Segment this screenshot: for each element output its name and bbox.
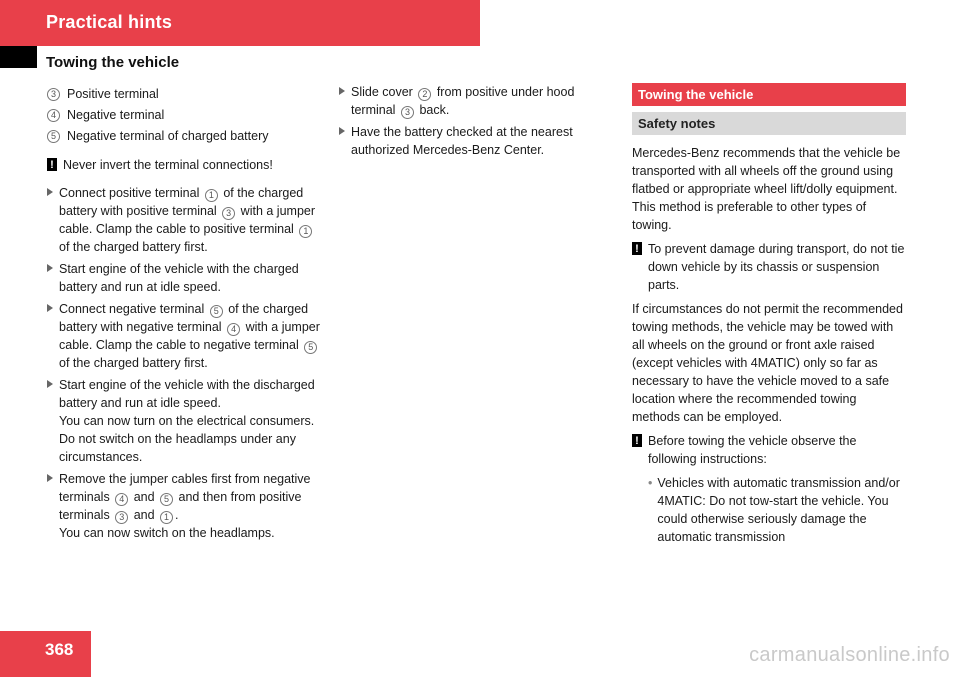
step-text: Have the battery checked at the nearest authorized Mercedes-Benz Center. (351, 125, 573, 157)
bullet-item (632, 474, 906, 546)
legend-label: Positive terminal (67, 87, 159, 101)
paragraph: If circumstances do not permit the recommended towing methods, the vehicle may be towed with all wheels on the ground or front axle raised (except vehicles with 4MATIC) only so far as necessary to have the vehicle moved to a safe location where the recommended towing methods can be employed. (632, 302, 903, 424)
legend-label: Negative terminal of charged battery (67, 129, 269, 143)
page-number: 368 (45, 640, 74, 659)
section-title: Practical hints (46, 12, 173, 32)
instruction-step (339, 123, 605, 159)
step-text: Remove the jumper cables first from negative terminals 4 and 5 and then from positive terminals 3 and 1 . You can now switch on the headlamps. (59, 472, 311, 540)
bullet-text: Vehicles with automatic transmission and/or 4MATIC: Do not tow-start the vehicle. You could otherwise seriously damage the automatic transmission (657, 476, 900, 544)
legend-item (47, 106, 325, 124)
callout-number: 5 (304, 341, 317, 354)
warning-text: To prevent damage during transport, do not tie down vehicle by its chassis or suspension parts. (648, 242, 905, 292)
step-arrow-icon (47, 380, 53, 388)
callout-number: 1 (299, 225, 312, 238)
section-heading-bar: Towing the vehicle (632, 83, 906, 106)
step-text: Slide cover 2 from positive under hood terminal 3 back. (351, 85, 575, 117)
step-arrow-icon (339, 127, 345, 135)
callout-number: 4 (227, 323, 240, 336)
legend-item (47, 85, 325, 103)
instruction-step (47, 184, 325, 256)
callout-number: 5 (210, 305, 223, 318)
paragraph: Mercedes-Benz recommends that the vehicle be transported with all wheels off the ground using flatbed or appropriate wheel lift/dolly equipment. This method is preferable to other types of towing. (632, 146, 901, 232)
instruction-step (47, 300, 325, 372)
instruction-step (339, 83, 605, 119)
middle-column (339, 83, 605, 163)
instruction-step (47, 260, 325, 296)
step-text: Start engine of the vehicle with the discharged battery and run at idle speed. You can now turn on the electrical consumers. Do not switch on the headlamps under any circumstances. (59, 378, 315, 464)
subsection-title: Towing the vehicle (46, 54, 180, 71)
warning-icon: ! (47, 158, 57, 171)
step-arrow-icon (47, 264, 53, 272)
step-arrow-icon (339, 87, 345, 95)
callout-number: 4 (115, 493, 128, 506)
left-column (47, 85, 325, 546)
legend-item (47, 127, 325, 145)
step-text: Connect negative terminal 5 of the charged battery with negative terminal 4 with a jumper cable. Clamp the cable to negative terminal 5 of the charged battery first. (59, 302, 320, 370)
step-text: Connect positive terminal 1 of the charged battery with positive terminal 3 with a jumper cable. Clamp the cable to positive terminal 1 of the charged battery first. (59, 186, 316, 254)
callout-number: 5 (160, 493, 173, 506)
step-arrow-icon (47, 188, 53, 196)
legend-label: Negative terminal (67, 108, 165, 122)
instruction-step (47, 470, 325, 542)
watermark: carmanualsonline.info (749, 644, 950, 666)
warning-text: Never invert the terminal connections! (63, 158, 273, 172)
callout-number: 3 (401, 106, 414, 119)
warning-note (47, 156, 325, 174)
warning-text: Before towing the vehicle observe the following instructions: (648, 434, 857, 466)
callout-number: 1 (205, 189, 218, 202)
callout-number: 2 (418, 88, 431, 101)
callout-number: 3 (222, 207, 235, 220)
callout-number: 4 (47, 109, 60, 122)
warning-note (632, 240, 906, 294)
instruction-step (47, 376, 325, 466)
subsection-heading-bar: Safety notes (632, 112, 906, 135)
bullet-dot-icon: • (648, 476, 653, 490)
callout-number: 3 (47, 88, 60, 101)
step-arrow-icon (47, 304, 53, 312)
warning-icon: ! (632, 242, 642, 255)
right-column (632, 83, 906, 546)
callout-number: 5 (47, 130, 60, 143)
warning-note (632, 432, 906, 468)
step-text: Start engine of the vehicle with the charged battery and run at idle speed. (59, 262, 299, 294)
callout-number: 3 (115, 511, 128, 524)
header-marker (0, 46, 37, 68)
warning-icon: ! (632, 434, 642, 447)
callout-number: 1 (160, 511, 173, 524)
step-arrow-icon (47, 474, 53, 482)
